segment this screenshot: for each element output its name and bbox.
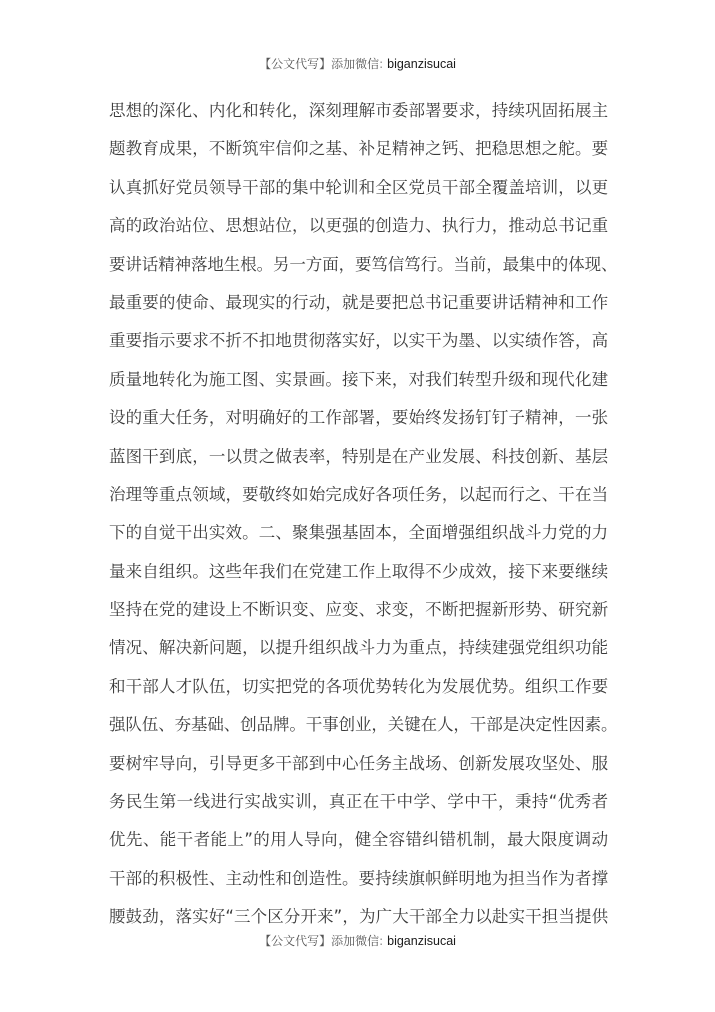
watermark-label: 【公文代写】添加微信 xyxy=(259,57,380,71)
text-line: 情况、解决新问题，以提升组织战斗力为重点，持续建强党组织功能 xyxy=(109,638,608,658)
text-line: 和干部人才队伍，切实把党的各项优势转化为发展优势。组织工作要 xyxy=(109,676,608,696)
watermark-wechat-id: biganzisucai xyxy=(387,934,456,948)
text-line: 治理等重点领域，要敬终如始完成好各项任务，以起而行之、干在当 xyxy=(109,484,608,504)
watermark-wechat-id: biganzisucai xyxy=(387,57,456,71)
text-line: 最重要的使命、最现实的行动，就是要把总书记重要讲话精神和工作 xyxy=(109,292,608,312)
text-line: 要树牢导向，引导更多干部到中心任务主战场、创新发展攻坚处、服 xyxy=(109,753,608,773)
text-line: 认真抓好党员领导干部的集中轮训和全区党员干部全覆盖培训，以更 xyxy=(109,177,608,197)
text-line: 质量地转化为施工图、实景画。接下来，对我们转型升级和现代化建 xyxy=(109,369,608,389)
footer-watermark xyxy=(0,933,715,949)
text-line: 下的自觉干出实效。二、聚集强基固本，全面增强组织战斗力党的力 xyxy=(109,523,608,543)
text-line: 重要指示要求不折不扣地贯彻落实好，以实干为墨、以实绩作答，高 xyxy=(109,331,608,351)
watermark-separator: : xyxy=(379,934,384,948)
document-body xyxy=(109,92,618,937)
watermark-label: 【公文代写】添加微信 xyxy=(259,934,380,948)
text-line: 蓝图干到底，一以贯之做表率，特别是在产业发展、科技创新、基层 xyxy=(109,446,608,466)
text-line: 干部的积极性、主动性和创造性。要持续旗帜鲜明地为担当作为者撑 xyxy=(109,868,608,888)
watermark-separator: : xyxy=(379,57,384,71)
text-line: 设的重大任务，对明确好的工作部署，要始终发扬钉钉子精神，一张 xyxy=(109,408,608,428)
text-line: 思想的深化、内化和转化，深刻理解市委部署要求，持续巩固拓展主 xyxy=(109,101,608,120)
text-line: 务民生第一线进行实战实训，真正在干中学、学中干，秉持“优秀者 xyxy=(109,792,608,812)
text-line: 强队伍、夯基础、创品牌。干事创业，关键在人，干部是决定性因素。 xyxy=(109,715,618,735)
text-line: 腰鼓劲，落实好“三个区分开来”，为广大干部全力以赴实干担当提供 xyxy=(109,907,608,927)
text-line: 要讲话精神落地生根。另一方面，要笃信笃行。当前，最集中的体现、 xyxy=(109,254,618,274)
text-line: 题教育成果，不断筑牢信仰之基、补足精神之钙、把稳思想之舵。要 xyxy=(109,139,608,159)
text-line: 量来自组织。这些年我们在党建工作上取得不少成效，接下来要继续 xyxy=(109,561,608,581)
text-line: 高的政治站位、思想站位，以更强的创造力、执行力，推动总书记重 xyxy=(109,216,608,236)
text-line: 优先、能干者能上”的用人导向，健全容错纠错机制，最大限度调动 xyxy=(109,830,608,850)
header-watermark xyxy=(0,56,715,72)
text-line: 坚持在党的建设上不断识变、应变、求变，不断把握新形势、研究新 xyxy=(109,600,608,620)
